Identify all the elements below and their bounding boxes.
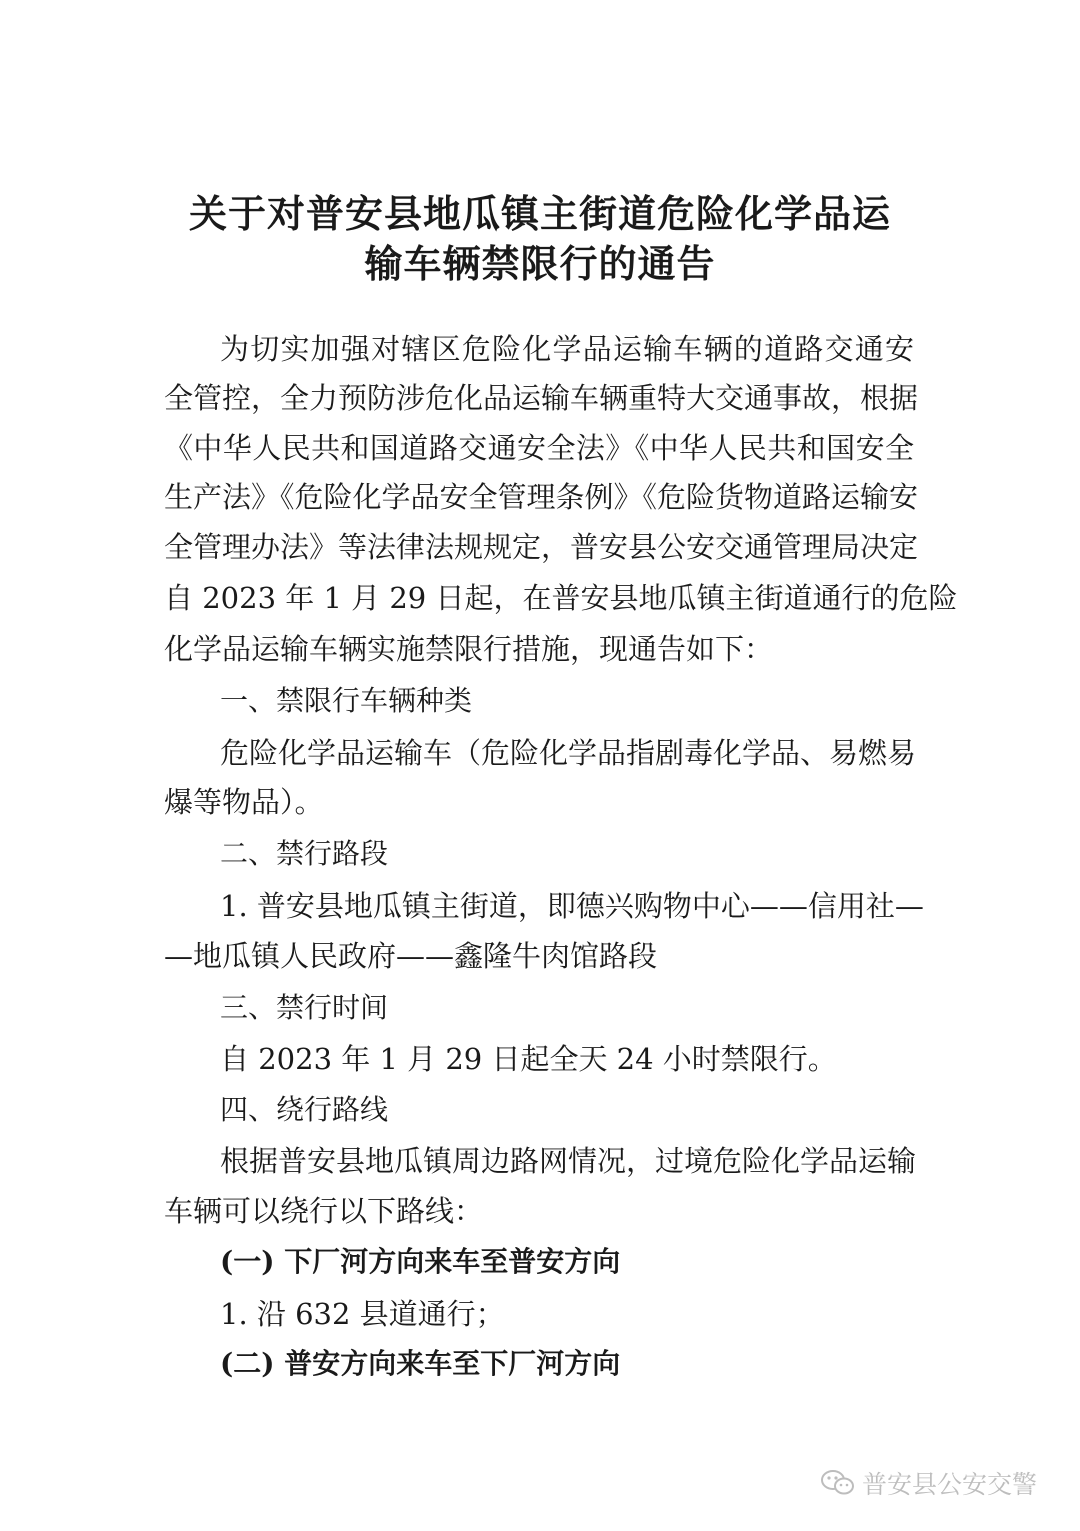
document-title-line-1: 关于对普安县地瓜镇主街道危险化学品运 — [188, 192, 891, 236]
route-heading-1: (一) 下厂河方向来车至普安方向 — [220, 1245, 621, 1278]
watermark — [820, 1465, 1037, 1501]
wechat-icon — [820, 1468, 856, 1498]
watermark-text: 普安县公安交警 — [862, 1470, 1038, 1499]
intro-line: 全管控，全力预防涉危化品运输车辆重特大交通事故，根据 — [164, 381, 919, 415]
intro-line: 为切实加强对辖区危险化学品运输车辆的道路交通安 — [220, 332, 914, 366]
document-title-line-2: 输车辆禁限行的通告 — [364, 242, 716, 286]
intro-line: 化学品运输车辆实施禁限行措施，现通告如下： — [164, 632, 774, 666]
section-line: 危险化学品运输车（危险化学品指剧毒化学品、易燃易 — [220, 736, 917, 770]
section-heading-restricted-time: 三、禁行时间 — [220, 991, 389, 1024]
section-heading-restricted-road: 二、禁行路段 — [220, 837, 389, 870]
section-line: 车辆可以绕行以下路线： — [164, 1194, 484, 1228]
section-line: 爆等物品）。 — [164, 785, 324, 819]
intro-line: 《中华人民共和国道路交通安全法》《中华人民共和国安全 — [164, 431, 914, 465]
intro-line: 全管理办法》等法律法规规定，普安县公安交通管理局决定 — [164, 530, 919, 564]
section-line: —地瓜镇人民政府——鑫隆牛肉馆路段 — [164, 939, 658, 973]
section-heading-vehicle-types: 一、禁限行车辆种类 — [220, 684, 473, 717]
intro-line: 生产法》《危险化学品安全管理条例》《危险货物道路运输安 — [164, 480, 919, 514]
section-line: 根据普安县地瓜镇周边路网情况，过境危险化学品运输 — [220, 1144, 917, 1178]
section-heading-detour-route: 四、绕行路线 — [220, 1093, 389, 1126]
intro-line: 自 2023 年 1 月 29 日起，在普安县地瓜镇主街道通行的危险 — [164, 581, 958, 615]
route-heading-2: (二) 普安方向来车至下厂河方向 — [220, 1347, 621, 1380]
section-line: 自 2023 年 1 月 29 日起全天 24 小时禁限行。 — [220, 1042, 837, 1076]
section-line: 1. 普安县地瓜镇主街道，即德兴购物中心——信用社— — [220, 889, 924, 923]
route-item: 1. 沿 632 县道通行； — [220, 1297, 505, 1331]
